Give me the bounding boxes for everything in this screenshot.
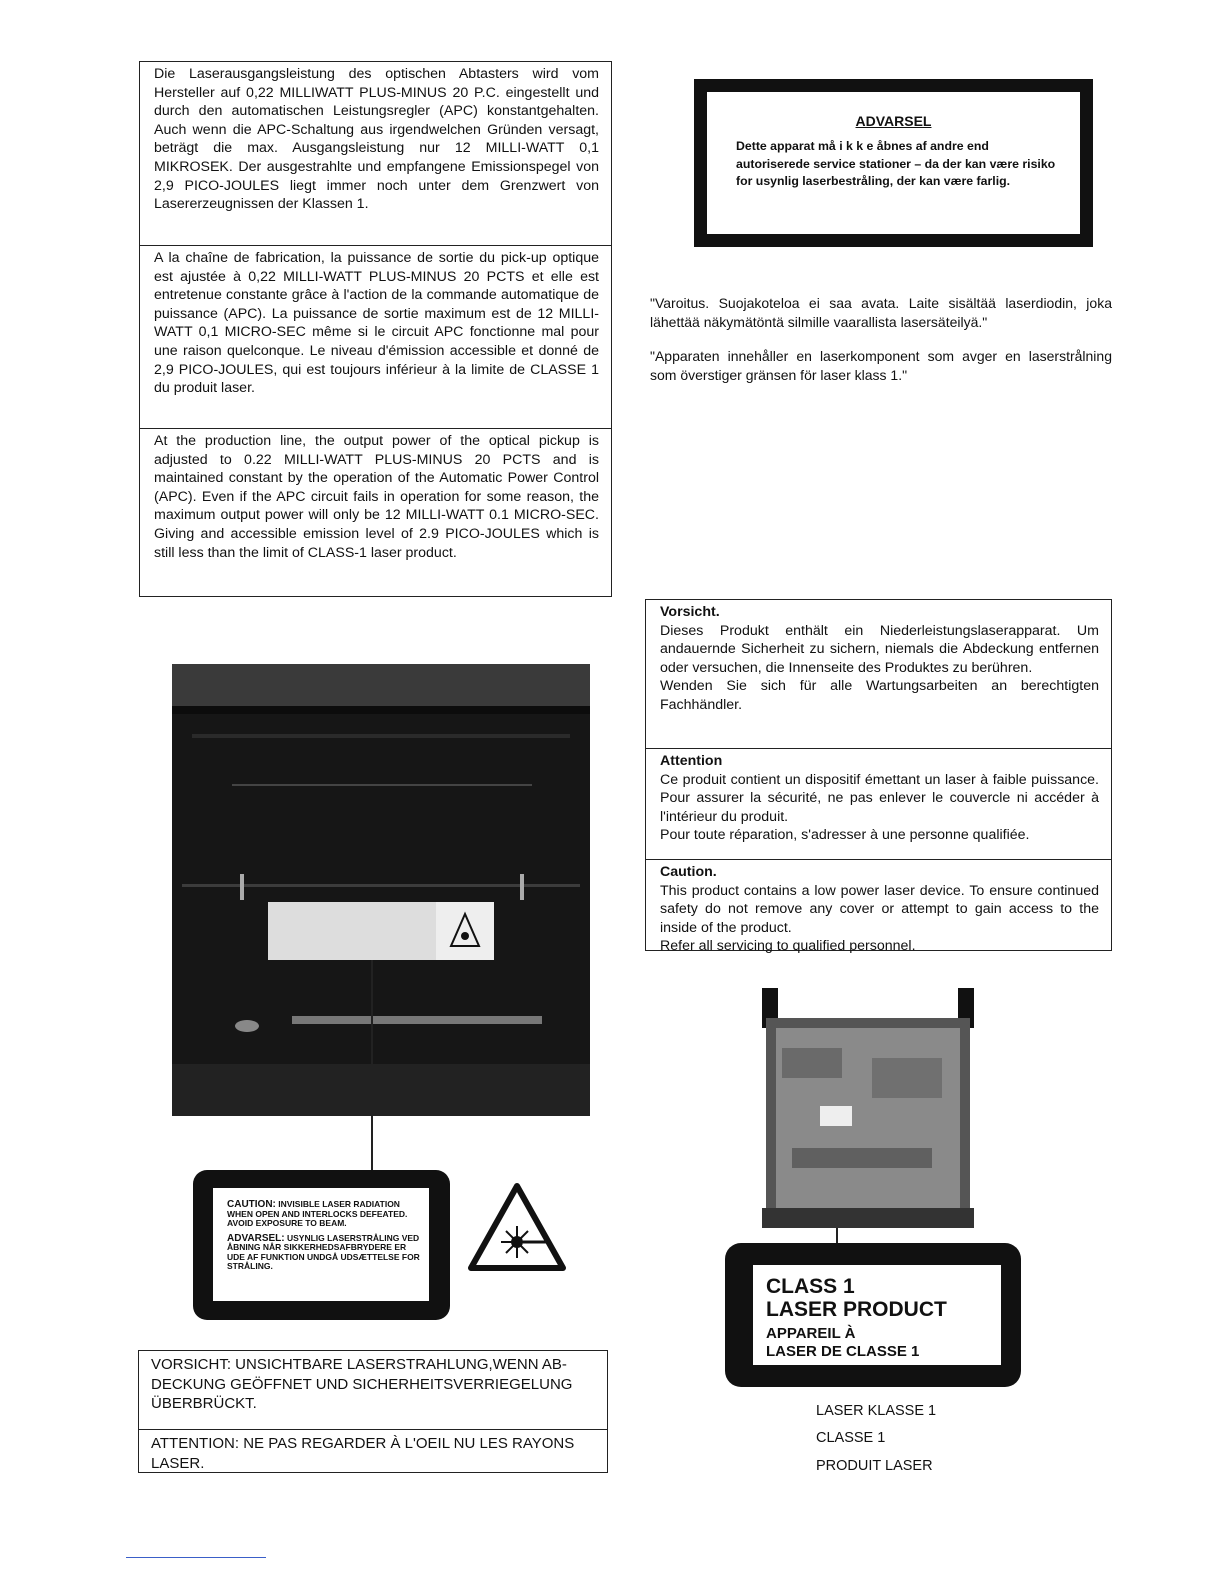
info-german: Die Laserausgangsleistung des optischen Abtasters wird vom Hersteller auf 0,22 MILLIWATT PLUS-MINUS 20 P.C. eingestellt und durch den automatischen Leistungsregler (APC) konstantgehalten. Auch wenn die APC-Schaltung aus irgendwelchen Gründen versagt, beträgt die max. Ausgangsleistung nur 12 MILLI-WATT 0,1 MIKROSEK. Der ausgestrahlte und empfangene Emissionspegel von 2,9 PICO-JOULES liegt immer noch unter dem Grenzwert von Lasererzeugnissen der Klassen 1. (154, 66, 599, 213)
info-french: A la chaîne de fabrication, la puissance de sortie du pick-up optique est ajustée à 0,22 MILLI-WATT PLUS-MINUS 20 PCTS et elle est entretenue constante grâce à l'action de la commande automatique de puissance (APC). La puissance de sortie maximum est de 12 MILLI-WATT 0,1 MICRO-SEC même si le circuit APC fonctionne mal pour une raison quelconque. Le niveau d'émission accessible et donné de 2,9 PICO-JOULES, qui est toujours inférieur à la limite de CLASSE 1 du produit laser. (140, 245, 611, 428)
caution-german: Vorsicht. Dieses Produkt enthält ein Niederleistungslaserapparat. Um andauernde Sicherheit zu sichern, niemals die Abdeckung entfernen oder versuchen, die Innenseite des Produktes zu berühren. Wenden Sie sich für alle Wartungsarbeiten an berechtigten Fachhändler. (660, 604, 1099, 713)
vorsicht-text: VORSICHT: UNSICHTBARE LASERSTRAHLUNG,WENN AB-DECKUNG GEÖFFNET UND SICHERHEITSVERRIEGELUNG ÜBERBRÜCKT. (151, 1356, 573, 1412)
class-label-line3: APPAREIL À (766, 1325, 856, 1342)
class-label-line1: CLASS 1 (766, 1275, 855, 1298)
caution-french: Attention Ce produit contient un dispositif émettant un laser à faible puissance. Pour assurer la sécurité, ne pas enlever le couvercle ni accéder à l'intérieur du produit. Pour toute réparation, s'adresser à une personne qualifiée. (646, 748, 1111, 859)
class-label-line2: LASER PRODUCT (766, 1298, 947, 1321)
unit-back-photo (762, 988, 974, 1228)
finnish-warning: "Varoitus. Suojakotelоa ei saa avata. Laite sisältää laserdiodin, joka lähettää näkymätöntä silmille vaarallista lasersäteilyä." (650, 295, 1112, 330)
laser-output-info-box (139, 61, 612, 597)
advarsel-text: Dette apparat må i k k e åbnes af andre end autoriserede service stationer – da der kan være risiko for usynlig laserbestråling, der kan være farlig. (736, 139, 1056, 188)
caution-english: Caution. This product contains a low power laser device. To ensure continued safety do not remove any cover or attempt to gain access to the inside of the product. Refer all servicing to qualified personnel. (646, 859, 1111, 958)
attention-text: ATTENTION: NE PAS REGARDER À L'OEIL NU LES RAYONS LASER. (139, 1429, 607, 1477)
info-english: At the production line, the output power of the optical pickup is adjusted to 0.22 MILLI-WATT PLUS-MINUS 20 PCTS and is maintained constant by the operation of the Automatic Power Control (APC). Even if the APC circuit fails in operation for some reason, the maximum output power will only be 12 MILLI-WATT 0.1 MICRO-SEC. Giving and accessible emission level of 2.9 PICO-JOULES which is still less than the limit of CLASS-1 laser product. (140, 428, 611, 564)
unit-top-illustration (172, 664, 590, 1116)
class-label-line4: LASER DE CLASSE 1 (766, 1343, 920, 1360)
caption-produit-laser: PRODUIT LASER (816, 1458, 933, 1474)
footnote-rule (126, 1557, 266, 1558)
swedish-warning: "Apparaten innehåller en laserkomponent som avger en laserstrålning som överstiger gränsen för laser klass 1." (650, 348, 1112, 383)
class1-laser-label (725, 1243, 1021, 1387)
caption-laser-klasse: LASER KLASSE 1 (816, 1403, 937, 1419)
connector-line-left (371, 960, 373, 1170)
caution-box (645, 599, 1112, 955)
laser-warning-label: CAUTION: INVISIBLE LASER RADIATION WHEN OPEN AND INTERLOCKS DEFEATED. AVOID EXPOSURE TO BEAM. ADVARSEL: USYNLIG LASERSTRÅLING VED ÅBNING NÅR SIKKERHEDSAFBRYDERE ER UDE AF FUNKTION UNDGÅ UDSÆTTELSE FOR STRÅLING. (193, 1170, 450, 1320)
advarsel-title: ADVARSEL (855, 113, 932, 129)
unit-top-photo (172, 664, 590, 1116)
unit-back-illustration (762, 988, 974, 1228)
caption-classe: CLASSE 1 (816, 1430, 886, 1446)
advarsel-notice (694, 79, 1093, 247)
vorsicht-attention-box (138, 1350, 608, 1473)
laser-hazard-icon (467, 1182, 567, 1272)
